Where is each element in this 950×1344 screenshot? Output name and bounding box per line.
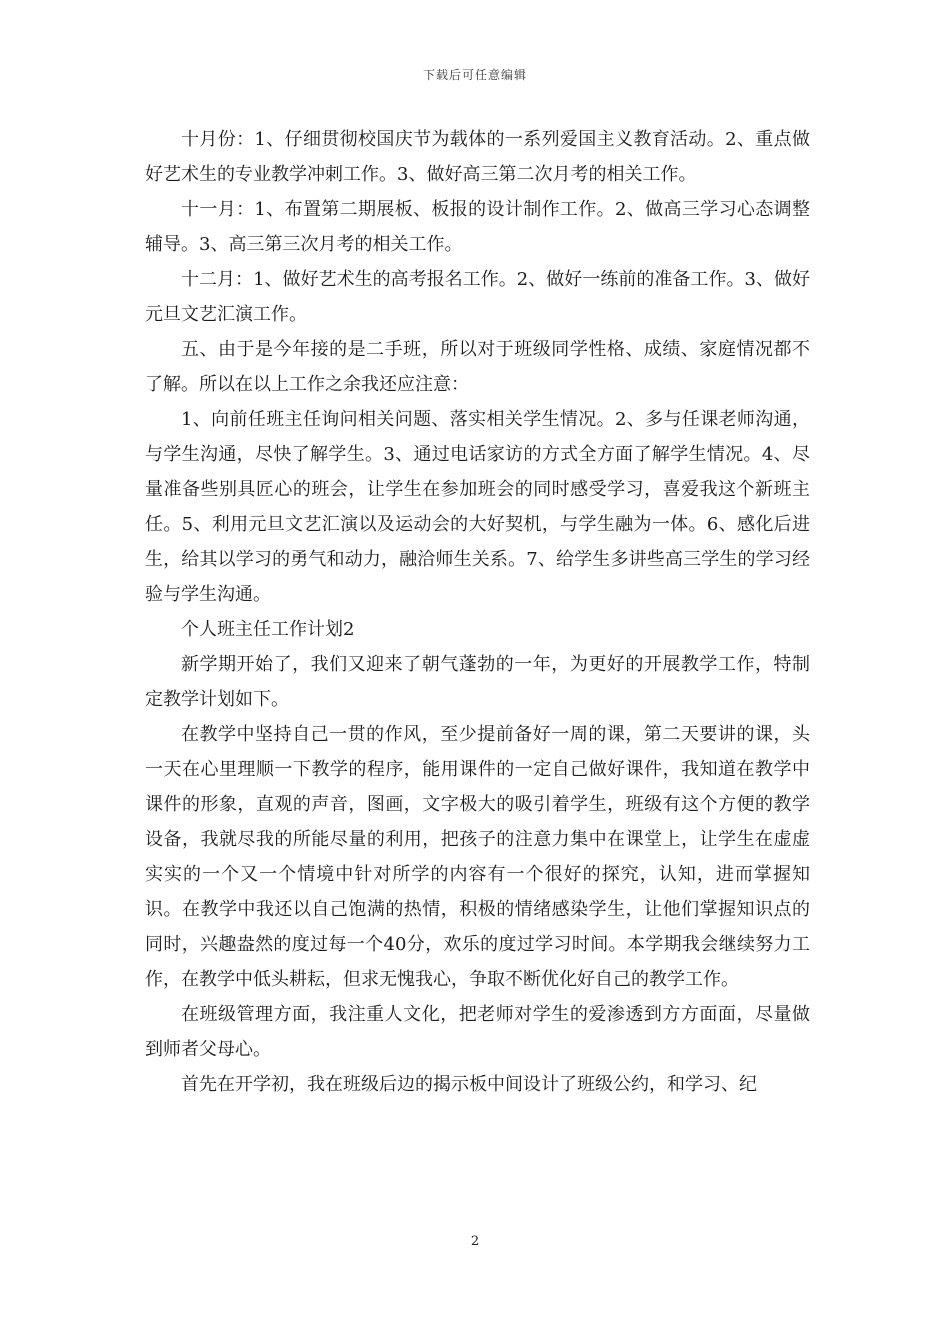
paragraph-attention-items: 1、向前任班主任询问相关问题、落实相关学生情况。2、多与任课老师沟通，与学生沟通，尽快了解学生。3、通过电话家访的方式全方面了解学生情况。4、尽量准备些别具匠心的班会，让学生在参加班会的同时感受学习，喜爱我这个新班主任。5、利用元旦文艺汇演以及运动会的大好契机，与学生融为一体。6、感化后进生，给其以学习的勇气和动力，融洽师生关系。7、给学生多讲些高三学生的学习经验与学生沟通。 [145,409,810,605]
paragraph-class-management: 在班级管理方面，我注重人文化，把老师对学生的爱渗透到方方面面，尽量做到师者父母心。 [145,1004,810,1060]
paragraph-teaching: 在教学中坚持自己一贯的作风，至少提前备好一周的课，第二天要讲的课，头一天在心里理顺一下教学的程序，能用课件的一定自己做好课件，我知道在教学中课件的形象，直观的声音，图画，文字极大的吸引着学生，班级有这个方便的教学设备，我就尽我的所能尽量的利用，把孩子的注意力集中在课堂上，让学生在虚虚实实的一个又一个情境中针对所学的内容有一个很好的探究，认知，进而掌握知识。在教学中我还以自己饱满的热情，积极的情绪感染学生，让他们掌握知识点的同时，兴趣盎然的度过每一个40分，欢乐的度过学习时间。本学期我会继续努力工作，在教学中低头耕耘，但求无愧我心，争取不断优化好自己的教学工作。 [145,724,810,990]
document-body [145,122,810,1102]
paragraph-october: 十月份：1、仔细贯彻校国庆节为载体的一系列爱国主义教育活动。2、重点做好艺术生的专业教学冲刺工作。3、做好高三第二次月考的相关工作。 [145,129,810,185]
paragraph-section-five: 五、由于是今年接的是二手班，所以对于班级同学性格、成绩、家庭情况都不了解。所以在以上工作之余我还应注意： [145,339,810,395]
page-number: 2 [470,1234,480,1249]
paragraph-december: 十二月：1、做好艺术生的高考报名工作。2、做好一练前的准备工作。3、做好元旦文艺汇演工作。 [145,269,810,325]
paragraph-november: 十一月：1、布置第二期展板、板报的设计制作工作。2、做高三学习心态调整辅导。3、高三第三次月考的相关工作。 [145,199,810,255]
section-heading: 个人班主任工作计划2 [181,619,355,640]
paragraph-new-semester: 新学期开始了，我们又迎来了朝气蓬勃的一年，为更好的开展教学工作，特制定教学计划如下。 [145,654,810,710]
page-header: 下载后可任意编辑 [422,68,527,82]
paragraph-beginning: 首先在开学初，我在班级后边的揭示板中间设计了班级公约，和学习、纪 [181,1074,757,1095]
